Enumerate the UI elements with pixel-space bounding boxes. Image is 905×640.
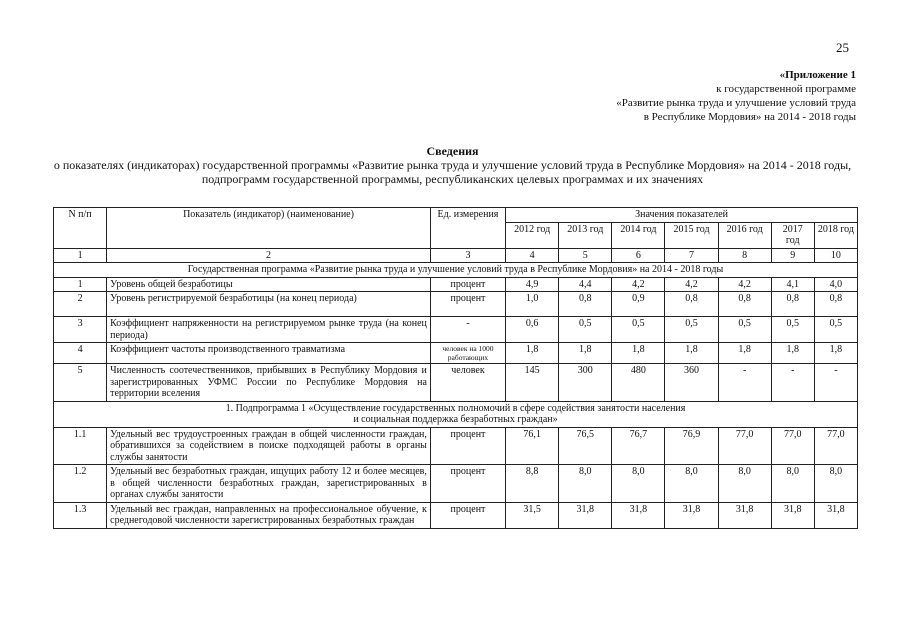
row-value: 1,8	[814, 343, 857, 364]
row-num: 1.2	[54, 465, 107, 503]
row-value: 4,4	[559, 277, 612, 292]
row-value: 4,2	[718, 277, 771, 292]
table-row	[54, 343, 858, 364]
row-indicator: Коэффициент частоты производственного травматизма	[107, 343, 431, 364]
row-value: 31,5	[506, 502, 559, 528]
header-num: N п/п	[54, 208, 107, 249]
indicators-table	[53, 207, 858, 529]
header-values: Значения показателей	[506, 208, 858, 223]
row-num: 3	[54, 317, 107, 343]
table-row	[54, 277, 858, 292]
row-value: 0,5	[814, 317, 857, 343]
row-value: 8,8	[506, 465, 559, 503]
col-number: 8	[718, 248, 771, 263]
row-value: 360	[665, 364, 718, 402]
row-value: 77,0	[814, 427, 857, 465]
row-value: 1,8	[559, 343, 612, 364]
row-indicator: Уровень общей безработицы	[107, 277, 431, 292]
row-value: 300	[559, 364, 612, 402]
row-value: 1,8	[718, 343, 771, 364]
table-row	[54, 502, 858, 528]
table-row	[54, 292, 858, 317]
row-value: 8,0	[718, 465, 771, 503]
row-unit: процент	[430, 427, 505, 465]
row-value: 76,5	[559, 427, 612, 465]
row-value: -	[771, 364, 814, 402]
row-value: 1,8	[506, 343, 559, 364]
row-indicator: Уровень регистрируемой безработицы (на конец периода)	[107, 292, 431, 317]
row-num: 1.3	[54, 502, 107, 528]
row-unit: процент	[430, 502, 505, 528]
document-title	[20, 144, 885, 186]
row-unit: человек	[430, 364, 505, 402]
row-num: 2	[54, 292, 107, 317]
row-value: 0,5	[718, 317, 771, 343]
row-value: 0,6	[506, 317, 559, 343]
row-value: -	[718, 364, 771, 402]
table-row	[54, 465, 858, 503]
header-year: 2017 год	[771, 222, 814, 248]
title-subtitle: о показателях (индикаторах) государственной программы «Развитие рынка труда и улучшение условий труда в Республике Мордовия» на 2014 - 2018 годы, подпрограмм государственной программы, республиканских целевых программах и их значениях	[53, 158, 852, 186]
row-unit: процент	[430, 292, 505, 317]
appendix-header	[496, 68, 856, 124]
title-heading: Сведения	[426, 144, 479, 158]
row-value: 8,0	[612, 465, 665, 503]
header-year: 2014 год	[612, 222, 665, 248]
row-num: 4	[54, 343, 107, 364]
row-value: 0,8	[814, 292, 857, 317]
row-value: 31,8	[771, 502, 814, 528]
row-value: -	[814, 364, 857, 402]
row-value: 76,9	[665, 427, 718, 465]
section-title: Государственная программа «Развитие рынка труда и улучшение условий труда в Республике Мордовия» на 2014 - 2018 годы	[54, 263, 858, 278]
row-value: 31,8	[665, 502, 718, 528]
section-row-program	[54, 263, 858, 278]
row-num: 1	[54, 277, 107, 292]
col-number: 7	[665, 248, 718, 263]
row-value: 8,0	[771, 465, 814, 503]
table-row	[54, 427, 858, 465]
row-value: 0,9	[612, 292, 665, 317]
row-value: 1,8	[771, 343, 814, 364]
col-number: 5	[559, 248, 612, 263]
row-value: 1,8	[665, 343, 718, 364]
row-value: 0,8	[665, 292, 718, 317]
row-indicator: Коэффициент напряженности на регистрируемом рынке труда (на конец периода)	[107, 317, 431, 343]
row-value: 77,0	[771, 427, 814, 465]
row-value: 4,2	[665, 277, 718, 292]
row-value: 4,9	[506, 277, 559, 292]
row-indicator: Удельный вес безработных граждан, ищущих работу 12 и более месяцев, в общей численности безработных граждан, зарегистрированных в органах службы занятости	[107, 465, 431, 503]
section-title-line-1: 1. Подпрограмма 1 «Осуществление государственных полномочий в сфере содействия занятости населения	[225, 402, 686, 414]
row-value: 31,8	[559, 502, 612, 528]
row-value: 76,1	[506, 427, 559, 465]
header-year: 2016 год	[718, 222, 771, 248]
row-value: 77,0	[718, 427, 771, 465]
row-indicator: Удельный вес граждан, направленных на профессиональное обучение, к среднегодовой численности зарегистрированных безработных граждан	[107, 502, 431, 528]
row-value: 31,8	[814, 502, 857, 528]
row-unit: процент	[430, 465, 505, 503]
header-year: 2018 год	[814, 222, 857, 248]
table-row	[54, 364, 858, 402]
row-value: 0,5	[559, 317, 612, 343]
header-year: 2015 год	[665, 222, 718, 248]
row-value: 8,0	[665, 465, 718, 503]
row-value: 1,0	[506, 292, 559, 317]
row-num: 5	[54, 364, 107, 402]
row-unit: процент	[430, 277, 505, 292]
header-year: 2013 год	[559, 222, 612, 248]
header-year: 2012 год	[506, 222, 559, 248]
row-value: 0,5	[665, 317, 718, 343]
appendix-line-2: к государственной программе	[716, 83, 856, 95]
header-indicator: Показатель (индикатор) (наименование)	[107, 208, 431, 249]
header-row-1	[54, 208, 858, 223]
col-number: 4	[506, 248, 559, 263]
section-title-line-2: и социальная поддержка безработных граждан»	[353, 414, 558, 425]
row-value: 4,2	[612, 277, 665, 292]
table-row	[54, 317, 858, 343]
row-value: 31,8	[612, 502, 665, 528]
row-value: 8,0	[559, 465, 612, 503]
row-value: 8,0	[814, 465, 857, 503]
header-unit: Ед. измерения	[430, 208, 505, 249]
col-number: 9	[771, 248, 814, 263]
col-number: 2	[107, 248, 431, 263]
section-row-subprogram-1	[54, 401, 858, 427]
row-unit: человек на 1000 работающих	[430, 343, 505, 364]
col-number: 3	[430, 248, 505, 263]
row-value: 145	[506, 364, 559, 402]
col-number: 6	[612, 248, 665, 263]
row-value: 31,8	[718, 502, 771, 528]
appendix-title: «Приложение 1	[779, 69, 856, 81]
row-value: 0,8	[718, 292, 771, 317]
page-number: 25	[836, 40, 849, 55]
appendix-line-4: в Республике Мордовия» на 2014 - 2018 годы	[643, 111, 856, 123]
appendix-line-3: «Развитие рынка труда и улучшение условий труда	[616, 97, 856, 109]
row-value: 0,8	[559, 292, 612, 317]
row-value: 0,8	[771, 292, 814, 317]
row-value: 1,8	[612, 343, 665, 364]
row-value: 0,5	[612, 317, 665, 343]
row-value: 4,1	[771, 277, 814, 292]
row-value: 4,0	[814, 277, 857, 292]
column-numbers-row	[54, 248, 858, 263]
row-num: 1.1	[54, 427, 107, 465]
row-indicator: Удельный вес трудоустроенных граждан в общей численности граждан, обратившихся за содействием в поиске подходящей работы в органы службы занятости	[107, 427, 431, 465]
row-value: 0,5	[771, 317, 814, 343]
col-number: 1	[54, 248, 107, 263]
section-title	[54, 401, 858, 427]
col-number: 10	[814, 248, 857, 263]
row-unit: -	[430, 317, 505, 343]
row-indicator: Численность соотечественников, прибывших в Республику Мордовия и зарегистрированных УФМС России по Республике Мордовия на территории вселения	[107, 364, 431, 402]
row-value: 480	[612, 364, 665, 402]
row-value: 76,7	[612, 427, 665, 465]
